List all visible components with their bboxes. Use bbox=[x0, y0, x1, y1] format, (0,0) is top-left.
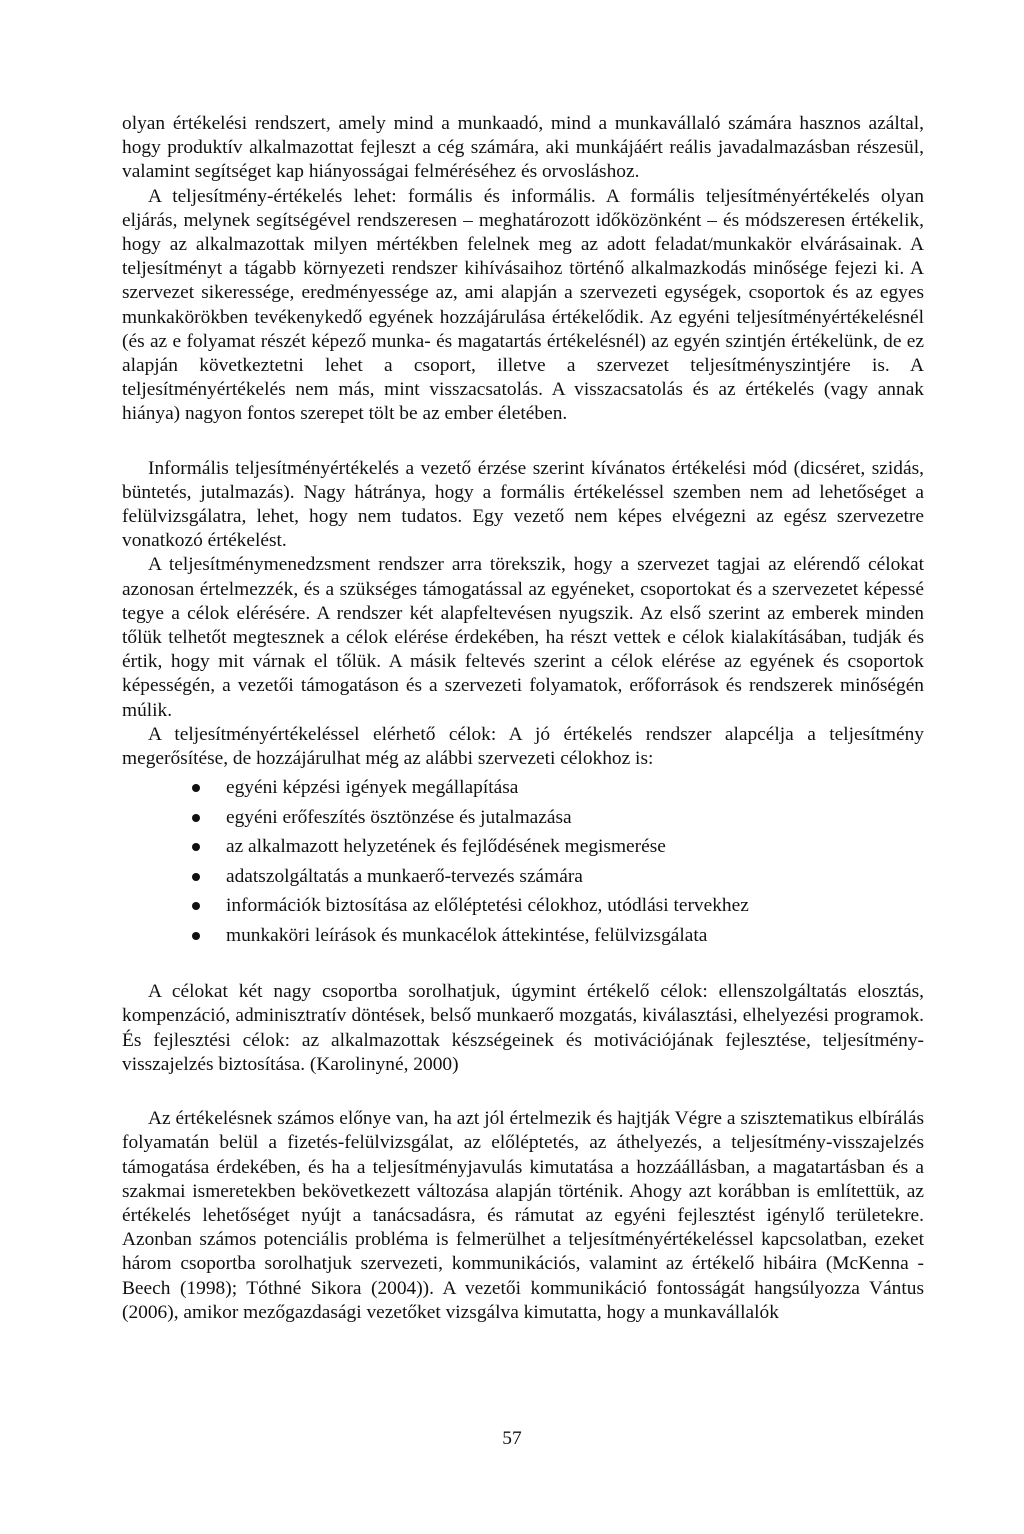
list-item bbox=[122, 921, 924, 951]
list-item bbox=[122, 862, 924, 892]
paragraph-intro: olyan értékelési rendszert, amely mind a munkaadó, mind a munkavállaló számára hasznos azáltal, hogy produktív alkalmazottat fejleszt a cég számára, aki munkájáért reális javadalmazásban részesül, valamint segítséget kap hiányosságai felméréséhez és orvosláshoz. bbox=[122, 113, 924, 183]
paragraph-performance-management: A teljesítménymenedzsment rendszer arra törekszik, hogy a szervezet tagjai az elérendő célokat azonosan értelmezzék, és a szükséges támogatással az egyéneket, csoportokat és a szervezetet képessé tegye a célok elérésére. A rendszer két alapfeltevésen nyugszik. Az első szerint az emberek minden tőlük telhetőt megtesznek a célok elérése érdekében, ha részt vettek e célok kialakításában, tudják és értik, hogy mit várnak el tőlük. A másik feltevés szerint a célok elérése az egyének és csoportok képességén, a vezetői támogatáson és a szervezeti folyamatok, erőforrások és rendszerek minőségén múlik. bbox=[122, 554, 924, 721]
bullet-icon bbox=[192, 814, 200, 822]
bullet-icon bbox=[192, 843, 200, 851]
goals-list bbox=[122, 773, 924, 950]
list-item-text: egyéni erőfeszítés ösztönzése és jutalmazása bbox=[226, 806, 572, 828]
paragraph-evaluation-goals: A teljesítményértékeléssel elérhető célok: A jó értékelés rendszer alapcélja a teljesítmény megerősítése, de hozzájárulhat még az alábbi szervezeti célokhoz is: bbox=[122, 723, 924, 770]
list-item-text: információk biztosítása az előléptetési célokhoz, utódlási tervekhez bbox=[226, 895, 749, 917]
page-number: 57 bbox=[502, 1428, 522, 1449]
paragraph-informal-evaluation: Informális teljesítményértékelés a vezető érzése szerint kívánatos értékelési mód (dicséret, szidás, büntetés, jutalmazás). Nagy hátránya, hogy a formális értékeléssel szemben nem ad lehetőséget a felülvizsgálatra, lehet, hogy nem tudatos. Egy vezető nem képes elvégezni az egész szervezetre vonatkozó értékelést. bbox=[122, 457, 924, 552]
list-item-text: adatszolgáltatás a munkaerő-tervezés számára bbox=[226, 865, 583, 887]
list-item bbox=[122, 803, 924, 833]
list-item bbox=[122, 773, 924, 803]
bullet-icon bbox=[192, 902, 200, 910]
list-item-text: az alkalmazott helyzetének és fejlődésének megismerése bbox=[226, 836, 666, 858]
list-item-text: munkaköri leírások és munkacélok áttekintése, felülvizsgálata bbox=[226, 924, 708, 946]
bullet-icon bbox=[192, 784, 200, 792]
bullet-icon bbox=[192, 932, 200, 940]
bullet-icon bbox=[192, 873, 200, 881]
list-item bbox=[122, 891, 924, 921]
list-item-text: egyéni képzési igények megállapítása bbox=[226, 777, 519, 799]
list-item bbox=[122, 832, 924, 862]
paragraph-evaluation-benefits: Az értékelésnek számos előnye van, ha azt jól értelmezik és hajtják Végre a szisztematikus elbírálás folyamatán belül a fizetés-felülvizsgálat, az előléptetés, az áthelyezés, a teljesítmény-visszajelzés támogatása érdekében, és ha a teljesítményjavulás kimutatása a hozzáállásban, a magatartásban és a szakmai ismeretekben bekövetkezett változása alapján történik. Ahogy azt korábban is említettük, az értékelés lehetőséget nyújt a tanácsadásra, és rámutat az egyéni fejlesztést igénylő területekre. Azonban számos potenciális probléma is felmerülhet a teljesítményértékeléssel kapcsolatban, ezeket három csoportba sorolhatjuk szervezeti, kommunikációs, valamint az értékelő hibáira (McKenna - Beech (1998); Tóthné Sikora (2004)). A vezetői kommunikáció fontosságát hangsúlyozza Vántus (2006), amikor mezőgazdasági vezetőket vizsgálva kimutatta, hogy a munkavállalók bbox=[122, 1108, 924, 1323]
document-page bbox=[122, 112, 924, 1325]
paragraph-formal-informal: A teljesítmény-értékelés lehet: formális és informális. A formális teljesítményértékelés olyan eljárás, melynek segítségével rendszeresen – meghatározott időközönként – és módszeresen értékelik, hogy az alkalmazottak milyen mértékben felelnek meg az adott feladat/munkakör elvárásainak. A teljesítményt a tágabb környezeti rendszer kihívásaihoz történő alkalmazkodás minősége fejezi ki. A szervezet sikeressége, eredményessége az, ami alapján a szervezeti egységek, csoportok és az egyes munkakörökben tevékenykedő egyének hozzájárulása értékelődik. Az egyéni teljesítményértékelésnél (és az e folyamat részét képező munka- és magatartás értékelésnél) az egyén szintjén értékelünk, de ez alapján következtetni lehet a csoport, illetve a szervezet teljesítményszintjére is. A teljesítményértékelés nem más, mint visszacsatolás. A visszacsatolás és az értékelés (vagy annak hiánya) nagyon fontos szerepet tölt be az ember életében. bbox=[122, 185, 924, 425]
paragraph-goal-groups: A célokat két nagy csoportba sorolhatjuk, úgymint értékelő célok: ellenszolgáltatás elosztás, kompenzáció, adminisztratív döntések, belső munkaerő mozgatás, kiválasztási, elhelyezési programok. És fejlesztési célok: az alkalmazottak készségeinek és motivációjának fejlesztése, teljesítmény-visszajelzés biztosítása. (Karolinyné, 2000) bbox=[122, 981, 924, 1075]
